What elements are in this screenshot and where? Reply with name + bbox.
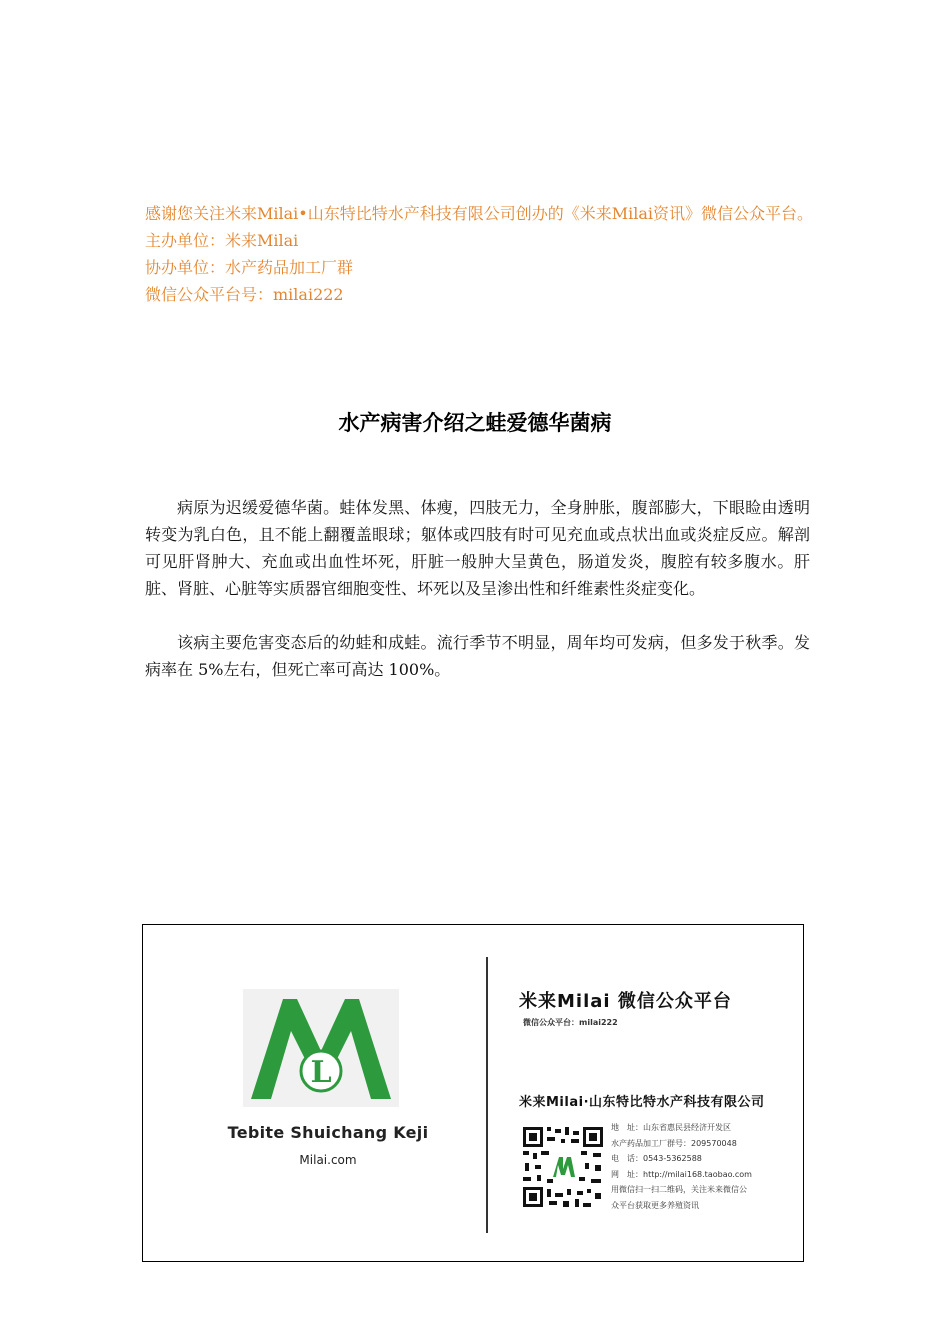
logo-letter: L bbox=[310, 1055, 332, 1090]
company-name: 米来Milai·山东特比特水产科技有限公司 bbox=[519, 1095, 765, 1110]
intro-thanks: 感谢您关注米来Milai•山东特比特水产科技有限公司创办的《米来Milai资讯》微信公众平台。 bbox=[145, 204, 813, 223]
intro-wechat-id: 微信公众平台号：milai222 bbox=[145, 285, 344, 304]
info-scan-hint: 用微信扫一扫二维码，关注米来微信公 bbox=[611, 1185, 747, 1194]
article-paragraph: 病原为迟缓爱德华菌。蛙体发黑、体瘦，四肢无力，全身肿胀，腹部膨大，下眼睑由透明转变为乳白色，且不能上翻覆盖眼球；躯体或四肢有时可见充血或点状出血或炎症反应。解剖可见肝肾肿大、充血或出血性坏死，肝脏一般肿大呈黄色，肠道发炎，腹腔有较多腹水。肝脏、肾脏、心脏等实质器官细胞变性、坏死以及呈渗出性和纤维素性炎症变化。 bbox=[145, 498, 810, 598]
platform-id: 微信公众平台：milai222 bbox=[523, 1018, 618, 1027]
business-card bbox=[142, 924, 804, 1262]
article-title: 水产病害介绍之蛙爱德华菌病 bbox=[338, 411, 612, 435]
logo-english-name: Tebite Shuichang Keji bbox=[227, 1123, 429, 1142]
info-address: 地 址：山东省惠民县经济开发区 bbox=[611, 1123, 731, 1132]
article-body bbox=[145, 494, 810, 710]
milai-logo bbox=[243, 989, 399, 1107]
info-group: 水产药品加工厂群号：209570048 bbox=[611, 1138, 737, 1148]
milai-logo-icon bbox=[243, 989, 399, 1107]
card-divider bbox=[486, 957, 488, 1233]
intro-block bbox=[145, 200, 815, 308]
intro-co-host: 协办单位：水产药品加工厂群 bbox=[145, 258, 354, 277]
logo-domain: Milai.com bbox=[299, 1153, 357, 1167]
contact-info bbox=[611, 1120, 801, 1213]
platform-title: 米来Milai 微信公众平台 bbox=[519, 991, 732, 1012]
info-scan-hint-2: 众平台获取更多养殖资讯 bbox=[611, 1200, 699, 1210]
article-paragraph: 该病主要危害变态后的幼蛙和成蛙。流行季节不明显，周年均可发病，但多发于秋季。发病率在 5%左右，但死亡率可高达 100%。 bbox=[145, 633, 810, 679]
info-phone: 电 话：0543-5362588 bbox=[611, 1154, 702, 1163]
qr-code-icon bbox=[521, 1125, 605, 1209]
info-website: 网 址：http://milai168.taobao.com bbox=[611, 1169, 752, 1179]
intro-host: 主办单位：米来Milai bbox=[145, 231, 299, 250]
